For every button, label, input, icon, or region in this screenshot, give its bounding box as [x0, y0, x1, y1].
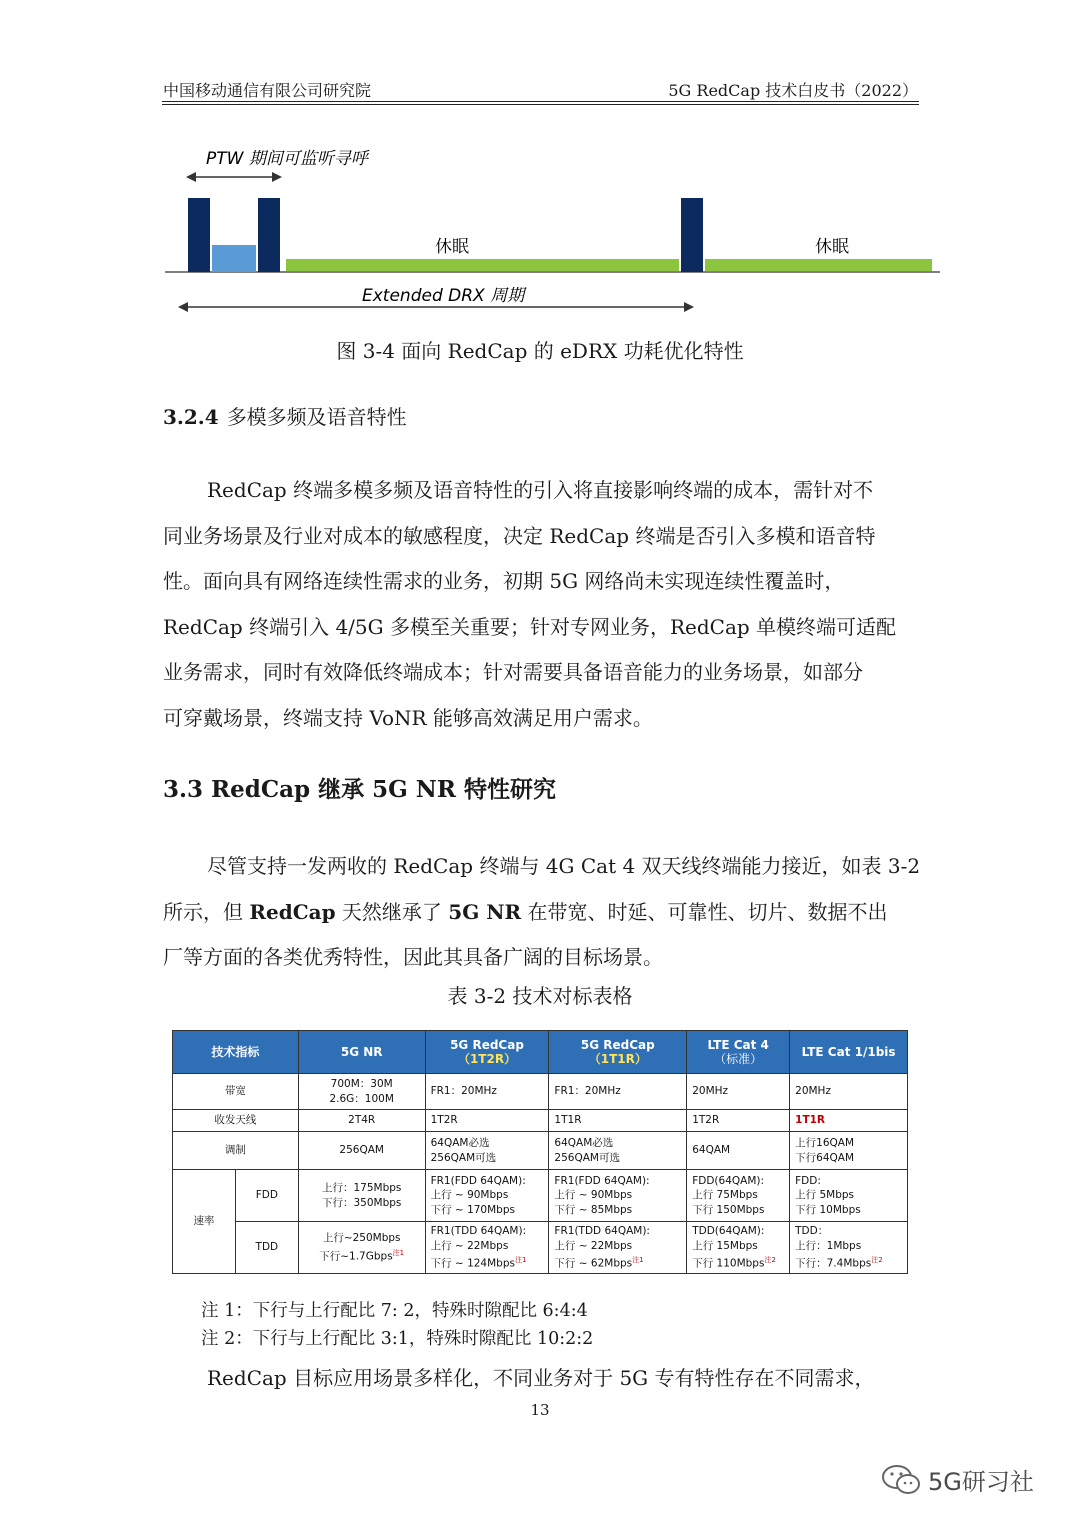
wechat-logo-icon	[880, 1463, 924, 1497]
cell-text: 上行~250Mbps	[322, 1232, 401, 1245]
header-subtext: （标准）	[714, 1052, 763, 1066]
cell-text: TDD：	[795, 1225, 829, 1237]
text-run: 天然继承了	[335, 899, 449, 924]
cell-text: 上行 ~ 22Mbps	[430, 1239, 509, 1252]
cell-text: 2.6G：100M	[329, 1092, 394, 1105]
table-cell-highlight: 1T1R	[790, 1110, 908, 1132]
header-cell	[549, 1031, 687, 1074]
cell-text: 700M：30M	[330, 1078, 393, 1090]
table-note-1: 注 1：下行与上行配比 7: 2，特殊时隙配比 6:4:4	[201, 1301, 588, 1321]
header-cell	[425, 1031, 549, 1074]
cell-text: 256QAM可选	[430, 1151, 497, 1164]
table-cell	[549, 1222, 687, 1274]
table-cell	[298, 1222, 425, 1274]
footnote-marker: 注2	[764, 1256, 776, 1264]
table-cell	[298, 1170, 425, 1222]
table-cell: 1T2R	[425, 1110, 549, 1132]
table-cell	[549, 1170, 687, 1222]
cell-text: FDD(64QAM):	[692, 1174, 765, 1187]
edrx-label: Extended DRX 周期	[362, 286, 525, 306]
table-note-2: 注 2：下行与上行配比 3:1，特殊时隙配比 10:2:2	[201, 1329, 594, 1349]
row-label: 收发天线	[173, 1110, 299, 1132]
footnote-marker: 注2	[871, 1256, 883, 1264]
cell-text: 下行~1.7Gbps	[319, 1250, 393, 1263]
section-title: 多模多频及语音特性	[226, 405, 407, 429]
text-run: 所示，但	[163, 899, 250, 924]
table-cell	[425, 1132, 549, 1170]
bold-text: 5G NR	[448, 899, 522, 924]
cell-text: 上行 ~ 90Mbps	[554, 1189, 633, 1202]
ptw-arrow-right-head	[272, 172, 282, 182]
text-line: RedCap 终端多模多频及语音特性的引入将直接影响终端的成本，需针对不	[207, 478, 874, 502]
cell-text: 上行 ~ 90Mbps	[430, 1189, 509, 1202]
sleep-bar	[705, 259, 932, 271]
table-cell: 2T4R	[298, 1110, 425, 1132]
table-cell: 256QAM	[298, 1132, 425, 1170]
cell-text: 下行：350Mbps	[321, 1196, 402, 1209]
table-row-antenna	[173, 1110, 908, 1132]
table-cell: 20MHz	[790, 1074, 908, 1110]
text-line: 厂等方面的各类优秀特性，因此其具备广阔的目标场景。	[163, 945, 663, 969]
figure-caption: 图 3-4 面向 RedCap 的 eDRX 功耗优化特性	[336, 339, 744, 363]
bold-text: RedCap	[249, 899, 336, 924]
table-cell	[425, 1170, 549, 1222]
sleep-bar	[286, 259, 679, 271]
cell-text: 上行：1Mbps	[795, 1239, 862, 1252]
cell-text: 下行 ~ 124Mbps	[430, 1257, 515, 1270]
ptw-label: PTW 期间可监听寻呼	[206, 149, 368, 169]
cell-text: 上行 75Mbps	[692, 1189, 758, 1202]
cell-text: 下行 ~ 85Mbps	[554, 1203, 633, 1216]
header-text: 5G RedCap	[450, 1037, 524, 1052]
paging-frame-bar	[258, 198, 280, 272]
header-cell: 技术指标	[173, 1031, 299, 1074]
text-line: 同业务场景及行业对成本的敏感程度，决定 RedCap 终端是否引入多模和语音特	[163, 523, 876, 548]
header-text: LTE Cat 4	[707, 1037, 769, 1052]
edrx-diagram	[0, 130, 1080, 320]
row-label: 速率	[173, 1170, 236, 1274]
paragraph-multimode	[163, 468, 918, 741]
paragraph-inherit	[163, 844, 921, 981]
sub-row-label: FDD	[235, 1170, 298, 1222]
cell-text: 上行16QAM	[795, 1137, 855, 1149]
table-row-rate-tdd	[173, 1222, 908, 1274]
sleep-label: 休眠	[815, 237, 849, 257]
cell-text: FR1(TDD 64QAM):	[430, 1225, 527, 1237]
text-line: 可穿戴场景，终端支持 VoNR 能够高效满足用户需求。	[163, 705, 653, 730]
text-run: 在带宽、时延、可靠性、切片、数据不出	[521, 899, 888, 924]
cell-text: 下行：7.4Mbps	[795, 1257, 872, 1270]
cell-text: 下行64QAM	[795, 1151, 855, 1164]
cell-text: 上行 ~ 22Mbps	[554, 1239, 633, 1252]
paging-occasion-block	[212, 245, 256, 272]
page-number: 13	[530, 1401, 550, 1419]
footnote-marker: 注1	[514, 1256, 527, 1264]
table-cell: FR1：20MHz	[425, 1074, 549, 1110]
text-line: 尽管支持一发两收的 RedCap 终端与 4G Cat 4 双天线终端能力接近，如表 3-2	[207, 854, 921, 878]
section-number: 3.2.4	[163, 405, 219, 429]
table-cell	[425, 1222, 549, 1274]
footnote-marker: 注1	[392, 1248, 405, 1257]
table-cell: FR1：20MHz	[549, 1074, 687, 1110]
header-left: 中国移动通信有限公司研究院	[163, 81, 372, 100]
cell-text: FR1(FDD 64QAM):	[430, 1174, 526, 1187]
header-cell	[687, 1031, 790, 1074]
header-rule	[162, 101, 919, 102]
sub-row-label: TDD	[235, 1222, 298, 1274]
header-subtext: （1T2R）	[457, 1052, 517, 1066]
table-cell	[687, 1222, 790, 1274]
paragraph-scenarios	[163, 1356, 918, 1402]
paging-frame-bar	[681, 198, 703, 272]
cell-text: 64QAM必选	[554, 1137, 614, 1149]
cell-text: TDD(64QAM):	[692, 1225, 765, 1237]
cell-text: FR1(FDD 64QAM):	[554, 1174, 650, 1187]
table-cell	[549, 1132, 687, 1170]
cell-text: FDD:	[795, 1174, 821, 1187]
cell-text: 下行 ~ 170Mbps	[430, 1203, 515, 1216]
table-cell	[687, 1170, 790, 1222]
table-cell: 20MHz	[687, 1074, 790, 1110]
table-cell: 64QAM	[687, 1132, 790, 1170]
cell-text: FR1(TDD 64QAM):	[554, 1225, 650, 1237]
cell-text: 64QAM必选	[430, 1137, 490, 1149]
text-line: RedCap 终端引入 4/5G 多模至关重要；针对专网业务，RedCap 单模终端可适配	[163, 614, 897, 639]
text-line: RedCap 目标应用场景多样化，不同业务对于 5G 专有特性存在不同需求，	[207, 1366, 875, 1390]
table-row-rate-fdd	[173, 1170, 908, 1222]
paging-frame-bar	[188, 198, 210, 272]
footnote-marker: 注1	[632, 1256, 644, 1264]
edrx-arrow-left-head	[178, 302, 188, 312]
table-header-row	[173, 1031, 908, 1074]
header-text: 5G RedCap	[580, 1037, 655, 1052]
table-row-bandwidth	[173, 1074, 908, 1110]
table-cell	[790, 1170, 908, 1222]
table-cell	[298, 1074, 425, 1110]
text-line	[163, 890, 918, 936]
section-heading-3-3: 3.3 RedCap 继承 5G NR 特性研究	[163, 776, 556, 803]
table-caption: 表 3-2 技术对标表格	[447, 984, 633, 1008]
header-subtext: （1T1R）	[588, 1052, 647, 1066]
cell-text: 下行 10Mbps	[795, 1203, 861, 1216]
table-cell: 1T1R	[549, 1110, 687, 1132]
cell-text: 下行 150Mbps	[692, 1203, 765, 1216]
header-cell: 5G NR	[298, 1031, 425, 1074]
cell-text: 下行 ~ 62Mbps	[554, 1257, 633, 1270]
table-cell	[790, 1222, 908, 1274]
cell-text: 上行 15Mbps	[692, 1239, 758, 1252]
table-cell: 1T2R	[687, 1110, 790, 1132]
section-heading	[163, 401, 407, 430]
text-line: 业务需求，同时有效降低终端成本；针对需要具备语音能力的业务场景，如部分	[163, 660, 863, 684]
cell-text: 上行 5Mbps	[795, 1189, 855, 1202]
header-cell: LTE Cat 1/1bis	[790, 1031, 908, 1074]
edrx-arrow-right-head	[684, 302, 694, 312]
header-rule-thin	[162, 104, 919, 105]
ptw-arrow-left-head	[186, 172, 196, 182]
cell-text: 256QAM可选	[554, 1151, 620, 1164]
cell-text: 上行：175Mbps	[321, 1182, 402, 1194]
cell-text: 下行 110Mbps	[692, 1257, 765, 1270]
header-right: 5G RedCap 技术白皮书（2022）	[668, 81, 918, 100]
watermark-text: 5G研习社	[928, 1468, 1034, 1496]
sleep-label: 休眠	[435, 237, 469, 257]
comparison-table	[172, 1030, 908, 1274]
table-cell	[790, 1132, 908, 1170]
row-label: 带宽	[173, 1074, 299, 1110]
row-label: 调制	[173, 1132, 299, 1170]
text-line: 性。面向具有网络连续性需求的业务，初期 5G 网络尚未实现连续性覆盖时，	[163, 569, 845, 593]
table-row-modulation	[173, 1132, 908, 1170]
